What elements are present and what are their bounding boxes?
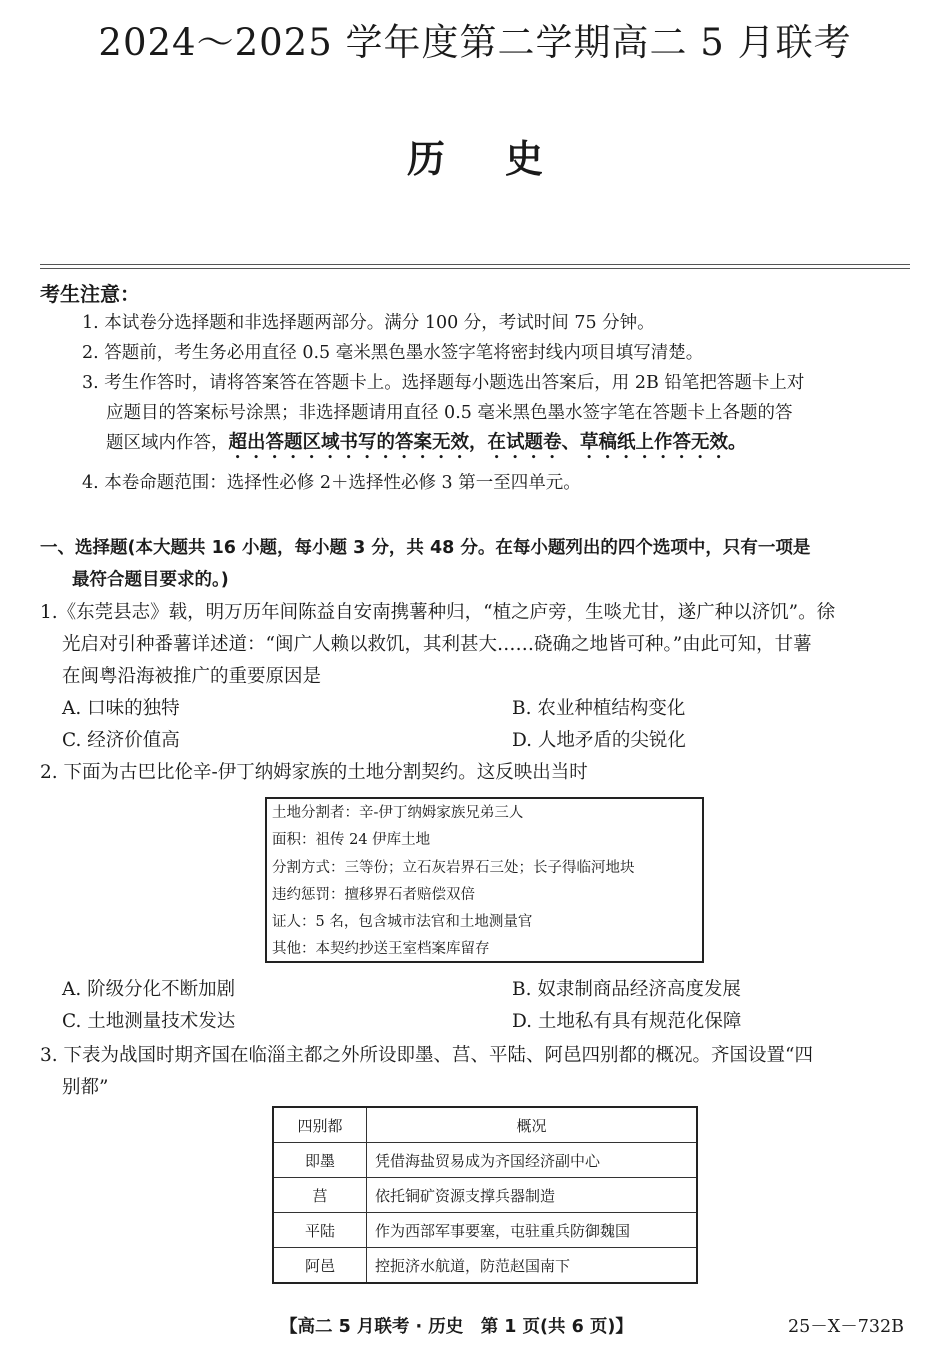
q2-stem: 2. 下面为古巴比伦辛-伊丁纳姆家族的土地分割契约。这反映出当时	[40, 762, 588, 783]
q1-stem-line-1: 1.《东莞县志》载，明万历年间陈益自安南携薯种归，“植之庐旁，生啖尤甘，遂广种以济饥”。徐	[40, 602, 836, 623]
table-row	[273, 1248, 697, 1284]
table-cell: 阿邑	[273, 1248, 367, 1284]
page-footer: 【高二 5 月联考 · 历史 第 1 页(共 6 页)】	[280, 1317, 633, 1337]
header-divider-bottom	[40, 268, 910, 269]
table-header-cell: 四别都	[273, 1107, 367, 1143]
exam-title: 2024～2025 学年度第二学期高二 5 月联考	[98, 21, 852, 64]
contract-row: 面积：祖传 24 伊库土地	[272, 832, 431, 849]
notice-item-3-emphasis: 超出答题区域书写的答案无效，在试题卷、草稿纸上作答无效。	[228, 432, 747, 453]
notice-item-3-line-2: 应题目的答案标号涂黑；非选择题请用直径 0.5 毫米黑色墨水签字笔在答题卡上各题的答	[106, 403, 793, 423]
q1-stem-line-3: 在闽粤沿海被推广的重要原因是	[62, 666, 322, 687]
q1-option-b: B. 农业种植结构变化	[512, 698, 686, 719]
q2-option-a: A. 阶级分化不断加剧	[62, 979, 236, 1000]
q3-stem-line-2: 别都”	[62, 1077, 109, 1098]
subject-title: 历史	[406, 136, 603, 181]
table-row	[273, 1143, 697, 1178]
q2-option-b: B. 奴隶制商品经济高度发展	[512, 979, 741, 1000]
notice-item-3-plain: 题区域内作答，	[106, 433, 229, 453]
table-cell: 莒	[273, 1178, 367, 1213]
q1-stem-line-2: 光启对引种番薯详述道：“闽广人赖以救饥，其利甚大……硗确之地皆可种。”由此可知，甘薯	[62, 634, 812, 655]
table-cell: 依托铜矿资源支撑兵器制造	[367, 1178, 698, 1213]
q1-option-d: D. 人地矛盾的尖锐化	[512, 730, 686, 751]
q1-option-c: C. 经济价值高	[62, 730, 180, 751]
section-1-heading-line-2: 最符合题目要求的。)	[72, 570, 229, 590]
table-row	[273, 1178, 697, 1213]
q3-table	[272, 1106, 698, 1284]
notice-item-3-line-3	[106, 427, 912, 463]
table-cell: 即墨	[273, 1143, 367, 1178]
table-cell: 控扼济水航道，防范赵国南下	[367, 1248, 698, 1284]
paper-code: 25－X－732B	[788, 1317, 904, 1337]
contract-row: 土地分割者：辛-伊丁纳姆家族兄弟三人	[272, 805, 524, 821]
q2-option-d: D. 土地私有具有规范化保障	[512, 1011, 742, 1032]
section-1-heading-line-1: 一、选择题(本大题共 16 小题，每小题 3 分，共 48 分。在每小题列出的四个选项中，只有一项是	[40, 538, 811, 558]
notice-item-1: 1. 本试卷分选择题和非选择题两部分。满分 100 分，考试时间 75 分钟。	[82, 313, 655, 333]
notice-heading: 考生注意：	[40, 282, 140, 306]
table-header-cell: 概况	[367, 1107, 698, 1143]
table-cell: 凭借海盐贸易成为齐国经济副中心	[367, 1143, 698, 1178]
q2-contract-box	[265, 797, 704, 963]
q3-stem-line-1: 3. 下表为战国时期齐国在临淄主都之外所设即墨、莒、平陆、阿邑四别都的概况。齐国设置“四	[40, 1045, 813, 1066]
header-divider-top	[40, 264, 910, 265]
contract-row: 分割方式：三等份；立石灰岩界石三处；长子得临河地块	[272, 859, 635, 876]
table-row	[273, 1213, 697, 1248]
notice-item-4: 4. 本卷命题范围：选择性必修 2＋选择性必修 3 第一至四单元。	[82, 473, 581, 493]
table-cell: 平陆	[273, 1213, 367, 1248]
table-cell: 作为西部军事要塞，屯驻重兵防御魏国	[367, 1213, 698, 1248]
table-header-row	[273, 1107, 697, 1143]
contract-row: 其他：本契约抄送王室档案库留存	[272, 941, 490, 958]
q1-option-a: A. 口味的独特	[62, 698, 180, 719]
q2-option-c: C. 土地测量技术发达	[62, 1011, 236, 1032]
notice-item-2: 2. 答题前，考生务必用直径 0.5 毫米黑色墨水签字笔将密封线内项目填写清楚。	[82, 343, 704, 363]
notice-item-3-line-1: 3. 考生作答时，请将答案答在答题卡上。选择题每小题选出答案后，用 2B 铅笔把答题卡上对	[82, 373, 805, 393]
contract-row: 证人：5 名，包含城市法官和土地测量官	[272, 914, 533, 931]
contract-row: 违约惩罚：擅移界石者赔偿双倍	[272, 886, 475, 903]
